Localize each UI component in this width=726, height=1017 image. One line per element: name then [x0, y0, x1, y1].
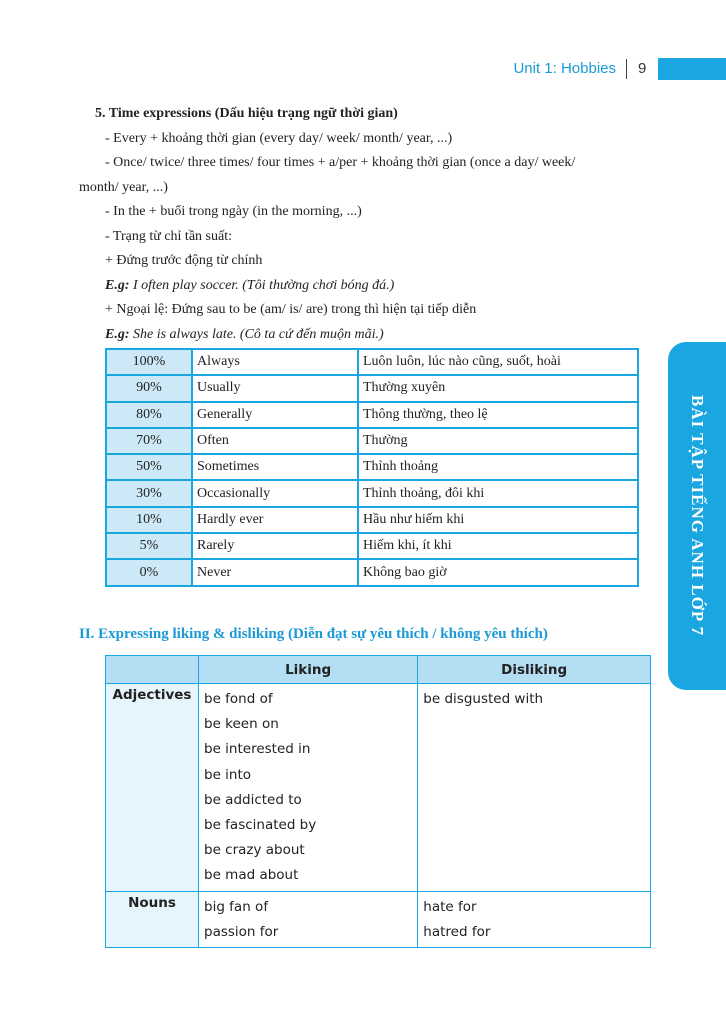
section5-line: + Đứng trước động từ chính [105, 253, 263, 268]
meaning-cell: Hiếm khi, ít khi [358, 533, 638, 559]
nouns-disliking-cell [418, 891, 651, 947]
section5-line: - Once/ twice/ three times/ four times + a/per + khoảng thời gian (once a day/ week/ [105, 155, 576, 170]
example-1-text: I often play soccer. (Tôi thường chơi bóng đá.) [133, 277, 395, 293]
table-row [106, 349, 638, 375]
pct-cell: 80% [106, 402, 192, 428]
header-separator [626, 59, 627, 79]
meaning-cell: Thông thường, theo lệ [358, 402, 638, 428]
meaning-cell: Không bao giờ [358, 559, 638, 585]
adjectives-disliking-cell [418, 684, 651, 892]
section5-line: - Every + khoảng thời gian (every day/ week/ month/ year, ...) [105, 130, 453, 146]
list-item: be fond of [204, 691, 273, 707]
example-1 [79, 274, 659, 299]
table-row-adjectives [106, 684, 651, 892]
table-row [106, 402, 638, 428]
page-number: 9 [638, 60, 647, 77]
table-row [106, 428, 638, 454]
side-tab-text: BÀI TẬP TIẾNG ANH LỚP 7 [688, 395, 707, 637]
nouns-liking-cell [199, 891, 418, 947]
adjectives-liking-cell [199, 684, 418, 892]
list-item: be disgusted with [423, 691, 544, 707]
table-row-nouns [106, 891, 651, 947]
table-row [106, 375, 638, 401]
table-row [106, 559, 638, 585]
pct-cell: 30% [106, 480, 192, 506]
table-row [106, 480, 638, 506]
pct-cell: 90% [106, 375, 192, 401]
pct-cell: 70% [106, 428, 192, 454]
list-item: hate for [423, 898, 477, 915]
list-item: be addicted to [204, 791, 302, 808]
list-item: be interested in [204, 741, 311, 758]
section5-line: - Trạng từ chỉ tần suất: [105, 228, 232, 244]
example-2-label: E.g: [105, 326, 130, 342]
table-row [106, 454, 638, 480]
page-header [0, 58, 726, 82]
example-2 [79, 323, 659, 348]
adverb-cell: Occasionally [192, 480, 358, 506]
adverb-cell: Generally [192, 402, 358, 428]
adverb-cell: Always [192, 349, 358, 375]
adverb-cell: Rarely [192, 533, 358, 559]
adverb-cell: Often [192, 428, 358, 454]
pct-cell: 100% [106, 349, 192, 375]
header-liking: Liking [199, 656, 418, 684]
table-header-row [106, 656, 651, 684]
liking-table [105, 655, 651, 948]
section-time-expressions [79, 102, 659, 347]
adverb-cell: Never [192, 559, 358, 585]
example-1-label: E.g: [105, 277, 130, 293]
list-item: be crazy about [204, 842, 305, 859]
list-item: big fan of [204, 898, 269, 915]
frequency-table [105, 348, 639, 587]
adverb-cell: Usually [192, 375, 358, 401]
section2-title: II. Expressing liking & disliking (Diễn đạt sự yêu thích / không yêu thích) [79, 626, 548, 642]
meaning-cell: Thỉnh thoảng, đôi khi [358, 480, 638, 506]
row-label-nouns: Nouns [106, 891, 199, 947]
meaning-cell: Thường [358, 428, 638, 454]
example-2-text: She is always late. (Cô ta cứ đến muộn mãi.) [133, 326, 384, 342]
header-accent-bar [658, 58, 726, 80]
list-item: be fascinated by [204, 817, 317, 834]
list-item: hatred for [423, 923, 491, 940]
section5-line: - In the + buổi trong ngày (in the morning, ...) [105, 204, 362, 219]
section5-note: + Ngoại lệ: Đứng sau to be (am/ is/ are) trong thì hiện tại tiếp diễn [105, 302, 477, 317]
unit-label: Unit 1: Hobbies [513, 60, 616, 77]
table-row [106, 533, 638, 559]
pct-cell: 0% [106, 559, 192, 585]
list-item: be keen on [204, 716, 279, 733]
meaning-cell: Luôn luôn, lúc nào cũng, suốt, hoài [358, 349, 638, 375]
table-row [106, 507, 638, 533]
list-item: be mad about [204, 867, 299, 884]
header-disliking: Disliking [418, 656, 651, 684]
header-corner [106, 656, 199, 684]
pct-cell: 10% [106, 507, 192, 533]
meaning-cell: Hầu như hiếm khi [358, 507, 638, 533]
section5-line: month/ year, ...) [79, 179, 168, 195]
adverb-cell: Hardly ever [192, 507, 358, 533]
list-item: passion for [204, 923, 279, 940]
row-label-adjectives: Adjectives [106, 684, 199, 892]
list-item: be into [204, 766, 252, 783]
meaning-cell: Thường xuyên [358, 375, 638, 401]
side-tab [668, 342, 726, 690]
pct-cell: 5% [106, 533, 192, 559]
adverb-cell: Sometimes [192, 454, 358, 480]
section5-title: 5. Time expressions (Dấu hiệu trạng ngữ thời gian) [95, 106, 398, 121]
pct-cell: 50% [106, 454, 192, 480]
meaning-cell: Thỉnh thoảng [358, 454, 638, 480]
